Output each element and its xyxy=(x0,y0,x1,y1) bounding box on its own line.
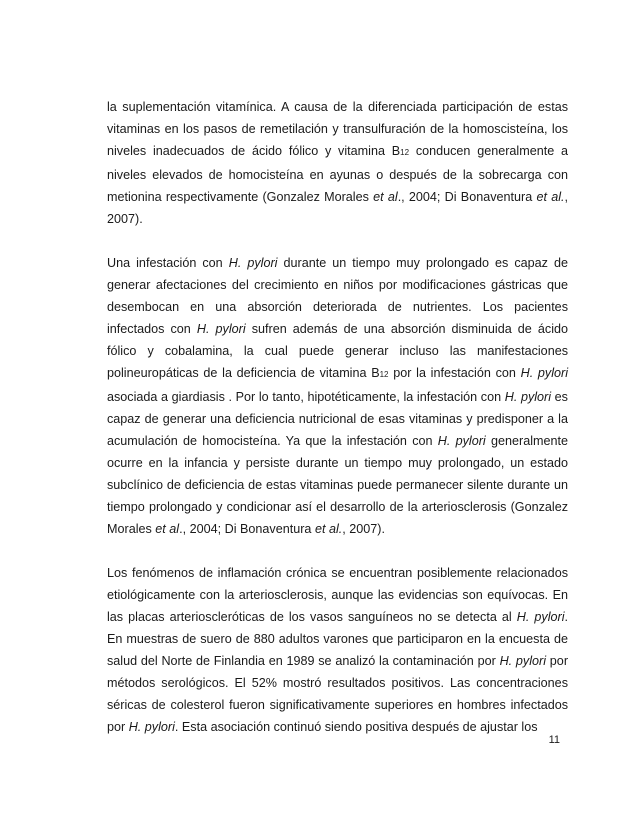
italic-text: H. pylori xyxy=(504,390,552,404)
paragraph-3 xyxy=(107,562,568,738)
text-run: , 2007). xyxy=(342,522,385,536)
paragraph-1 xyxy=(107,96,568,230)
text-run: generalmente ocurre en la infancia y persiste durante un tiempo muy prolongado, un estado subclínico de deficiencia de estas vitaminas puede permanecer silente durante un tiempo prolongado y condicionar así el desarrollo de la arteriosclerosis (Gonzalez Morales xyxy=(107,434,568,536)
subscript: 12 xyxy=(400,148,410,157)
text-run: ., 2004; Di Bonaventura xyxy=(397,190,537,204)
text-run: asociada a giardiasis . Por lo tanto, hipotéticamente, la infestación con xyxy=(107,390,505,404)
text-run: Una infestación con xyxy=(107,256,229,270)
text-run: conducen generalmente a niveles elevados de homocisteína en ayunas o después de la sobrecarga con metionina respectivamente (Gonzalez Morales xyxy=(107,144,568,204)
page-number: 11 xyxy=(548,734,560,746)
italic-text: H. pylori xyxy=(196,322,246,336)
text-run: durante un tiempo muy prolongado es capaz de generar afectaciones del crecimiento en niños por modificaciones gástricas que desembocan en una absorción deteriorada de nutrientes. Los pacientes infectados con xyxy=(107,256,569,336)
text-run: por métodos serológicos. El 52% mostró resultados positivos. Las concentraciones séricas de colesterol fueron significativamente superiores en hombres infectados por xyxy=(107,654,569,734)
italic-text: H. pylori xyxy=(520,366,568,380)
italic-text: H. pylori xyxy=(516,610,565,624)
italic-text: et al. xyxy=(536,190,565,204)
italic-text: H. pylori xyxy=(228,256,278,270)
subscript: 12 xyxy=(379,370,389,379)
text-run: es capaz de generar una deficiencia nutricional de esas vitaminas y predisponer a la acumulación de homocisteína. Ya que la infestación con xyxy=(107,390,568,448)
text-run: Los fenómenos de inflamación crónica se encuentran posiblemente relacionados etiológicamente con la arteriosclerosis, aunque las evidencias son equívocas. En las placas arterioscleróticas de los vasos sanguíneos no se detecta al xyxy=(107,566,568,624)
paragraph-2 xyxy=(107,252,568,540)
italic-text: et al xyxy=(373,190,398,204)
text-run: sufren además de una absorción disminuida de ácido fólico y cobalamina, la cual puede generar incluso las manifestaciones polineuropáticas de la deficiencia de vitamina B xyxy=(107,322,568,380)
text-run: , 2007). xyxy=(107,190,568,226)
text-run: . Esta asociación continuó siendo positiva después de ajustar los xyxy=(174,720,538,734)
text-run: la suplementación vitamínica. A causa de la diferenciada participación de estas vitaminas en los pasos de remetilación y transulfuración de la homoscisteína, los niveles inadecuados de ácido fólico y vitamina B xyxy=(107,100,568,158)
body-text xyxy=(107,96,568,738)
italic-text: et al. xyxy=(314,522,343,536)
text-run: . En muestras de suero de 880 adultos varones que participaron en la encuesta de salud del Norte de Finlandia en 1989 se analizó la contaminación por xyxy=(107,610,569,668)
italic-text: H. pylori xyxy=(499,654,547,668)
text-run: por la infestación con xyxy=(388,366,521,380)
italic-text: H. pylori xyxy=(437,434,486,448)
italic-text: H. pylori xyxy=(128,720,175,734)
italic-text: et al xyxy=(155,522,180,536)
text-run: ., 2004; Di Bonaventura xyxy=(179,522,315,536)
